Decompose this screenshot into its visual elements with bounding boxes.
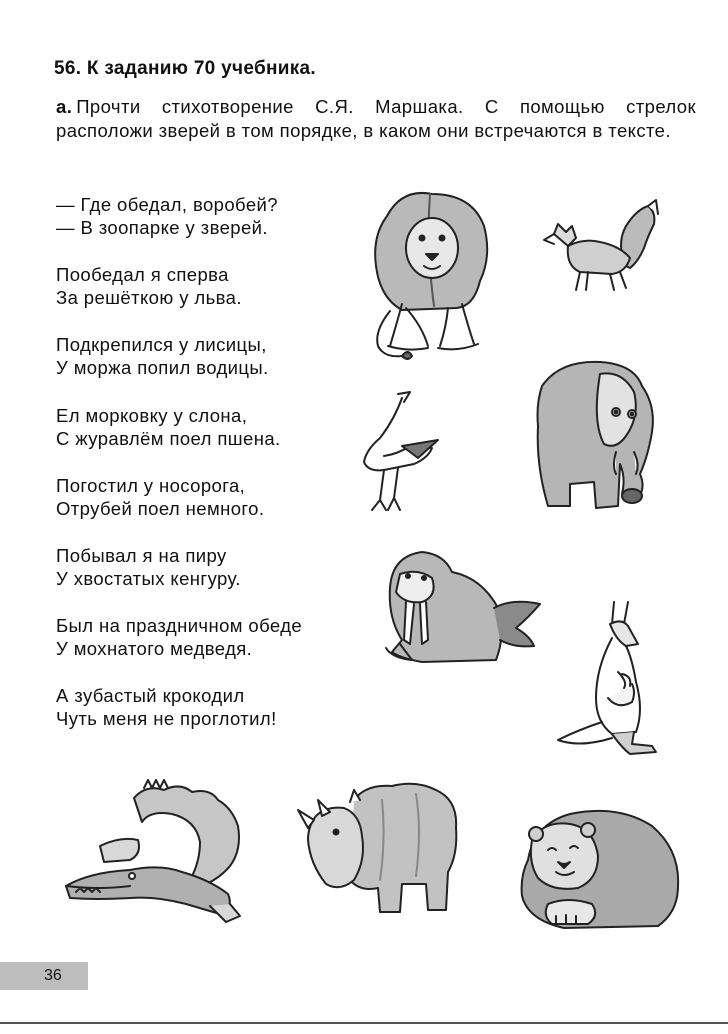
poem-stanza-5 (56, 474, 264, 520)
poem-stanza-1 (56, 193, 278, 239)
poem-line: Подкрепился у лисицы, (56, 334, 267, 355)
poem-line: Был на праздничном обеде (56, 615, 303, 636)
crane-illustration (354, 390, 450, 518)
poem-line: С журавлём поел пшена. (56, 428, 281, 449)
poem-stanza-2 (56, 263, 242, 309)
page-number: 36 (44, 967, 62, 984)
task-text: Прочти стихотворение С.Я. Маршака. С помощью стрелок расположи зверей в том порядке, в каком они встречаются в тексте. (56, 96, 696, 141)
task-instruction (56, 95, 696, 143)
poem-line: У мохнатого медведя. (56, 638, 253, 659)
exercise-title: 56. К заданию 70 учебника. (54, 58, 316, 79)
poem-stanza-6 (56, 544, 241, 590)
poem-line: — В зоопарке у зверей. (56, 217, 268, 238)
crocodile-illustration (60, 776, 270, 926)
poem-line: Побывал я на пиру (56, 545, 227, 566)
poem-stanza-3 (56, 333, 269, 379)
poem-line: Чуть меня не проглотил! (56, 708, 277, 729)
poem-stanza-7 (56, 614, 302, 660)
walrus-illustration (382, 548, 542, 668)
poem-line: — Где обедал, воробей? (56, 194, 278, 215)
lion-illustration (362, 186, 492, 364)
poem-line: Погостил у носорога, (56, 475, 246, 496)
poem-line: Отрубей поел немного. (56, 498, 265, 519)
fox-illustration (540, 198, 662, 294)
kangaroo-illustration (552, 598, 664, 768)
poem-line: За решёткою у льва. (56, 287, 242, 308)
bear-illustration (508, 800, 684, 934)
elephant-illustration (530, 356, 666, 514)
poem-line: У моржа попил водицы. (56, 357, 269, 378)
poem-line: Ел морковку у слона, (56, 405, 248, 426)
rhinoceros-illustration (296, 780, 464, 920)
task-marker: а. (56, 96, 73, 117)
poem-stanza-8 (56, 684, 277, 730)
poem-line: А зубастый крокодил (56, 685, 245, 706)
poem-line: У хвостатых кенгуру. (56, 568, 241, 589)
poem-line: Пообедал я сперва (56, 264, 229, 285)
poem-stanza-4 (56, 404, 281, 450)
bottom-rule (0, 1022, 728, 1024)
